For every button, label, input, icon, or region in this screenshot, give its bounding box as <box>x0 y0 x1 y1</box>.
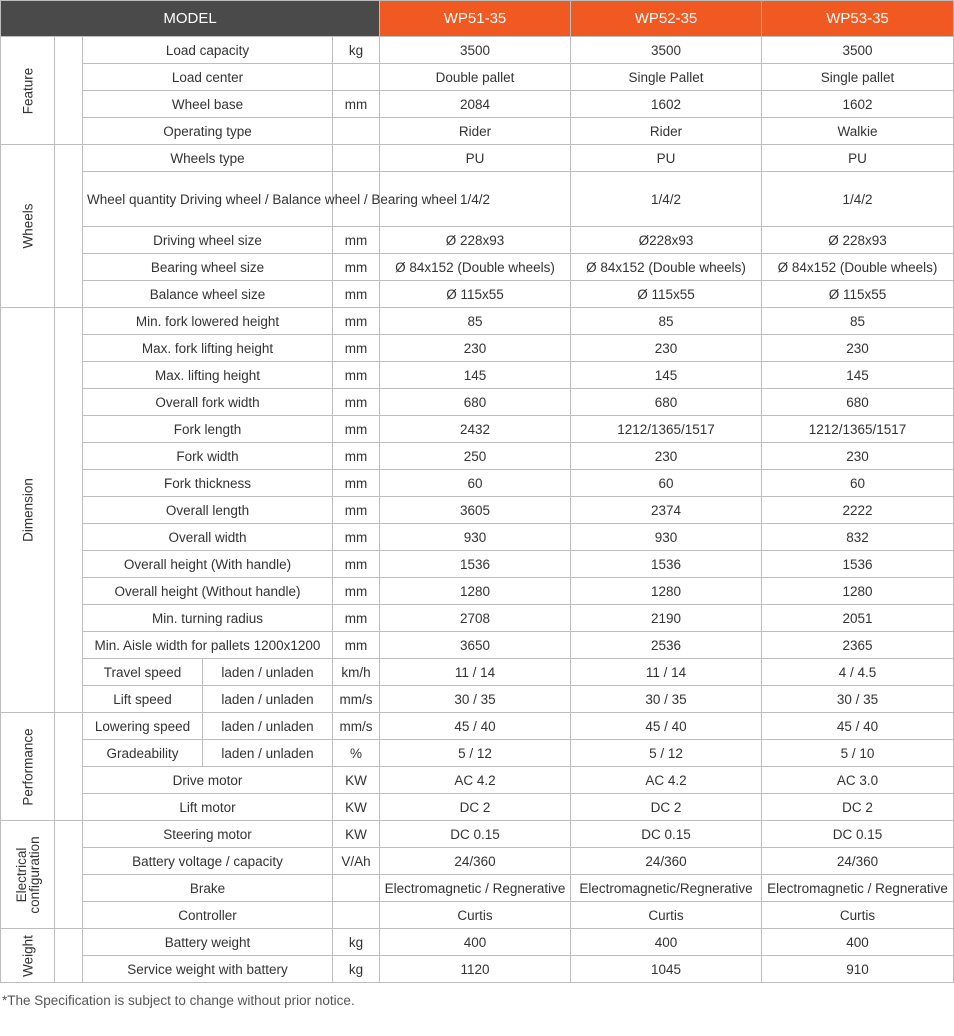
value-wp53: AC 3.0 <box>762 767 954 794</box>
value-wp52: Ø 84x152 (Double wheels) <box>571 254 762 281</box>
value-wp51: 2708 <box>380 605 571 632</box>
table-row <box>1 389 954 416</box>
value-wp51: Rider <box>380 118 571 145</box>
unit: kg <box>333 956 380 983</box>
table-row <box>1 821 954 848</box>
param-name: Max. lifting height <box>83 362 333 389</box>
value-wp52: Curtis <box>571 902 762 929</box>
group-label <box>15 836 41 913</box>
table-row <box>1 497 954 524</box>
param-name: Overall fork width <box>83 389 333 416</box>
value-wp52: Rider <box>571 118 762 145</box>
value-wp51: 45 / 40 <box>380 713 571 740</box>
value-wp51: 1536 <box>380 551 571 578</box>
param-name: Overall width <box>83 524 333 551</box>
table-row <box>1 605 954 632</box>
spacer-column <box>55 308 83 713</box>
param-name: Overall height (Without handle) <box>83 578 333 605</box>
value-wp53: 5 / 10 <box>762 740 954 767</box>
value-wp53: 85 <box>762 308 954 335</box>
value-wp53: 680 <box>762 389 954 416</box>
value-wp53: 2365 <box>762 632 954 659</box>
table-row <box>1 740 954 767</box>
unit: kg <box>333 929 380 956</box>
unit: mm <box>333 308 380 335</box>
value-wp51: 930 <box>380 524 571 551</box>
spacer-column <box>55 929 83 983</box>
value-wp51: 2084 <box>380 91 571 118</box>
value-wp52: 2374 <box>571 497 762 524</box>
value-wp53: 832 <box>762 524 954 551</box>
table-row <box>1 578 954 605</box>
param-name: Fork length <box>83 416 333 443</box>
value-wp51: Ø 228x93 <box>380 227 571 254</box>
value-wp53: 145 <box>762 362 954 389</box>
value-wp51: 85 <box>380 308 571 335</box>
value-wp53: 1212/1365/1517 <box>762 416 954 443</box>
value-wp53: 910 <box>762 956 954 983</box>
param-name: Lowering speed <box>83 713 203 740</box>
group-wheels <box>1 145 55 308</box>
param-name: Min. fork lowered height <box>83 308 333 335</box>
value-wp52: 1/4/2 <box>571 172 762 227</box>
unit: KW <box>333 821 380 848</box>
value-wp53: Ø 228x93 <box>762 227 954 254</box>
value-wp52: 3500 <box>571 37 762 64</box>
value-wp53: 24/360 <box>762 848 954 875</box>
value-wp51: DC 0.15 <box>380 821 571 848</box>
value-wp51: Curtis <box>380 902 571 929</box>
unit: mm <box>333 416 380 443</box>
value-wp53: Ø 84x152 (Double wheels) <box>762 254 954 281</box>
spacer-column <box>55 713 83 821</box>
spec-body <box>1 37 954 983</box>
value-wp53: 1280 <box>762 578 954 605</box>
param-name: Battery weight <box>83 929 333 956</box>
param-name: Service weight with battery <box>83 956 333 983</box>
value-wp53: DC 0.15 <box>762 821 954 848</box>
value-wp52: 680 <box>571 389 762 416</box>
value-wp51: 1120 <box>380 956 571 983</box>
group-label <box>21 67 34 114</box>
value-wp53: 3500 <box>762 37 954 64</box>
group-weight <box>1 929 55 983</box>
table-row <box>1 956 954 983</box>
value-wp52: 930 <box>571 524 762 551</box>
group-label-line: Electrical <box>13 847 29 902</box>
value-wp51: AC 4.2 <box>380 767 571 794</box>
table-row <box>1 659 954 686</box>
unit: % <box>333 740 380 767</box>
value-wp53: 30 / 35 <box>762 686 954 713</box>
unit: mm <box>333 497 380 524</box>
value-wp52: 400 <box>571 929 762 956</box>
unit: mm <box>333 335 380 362</box>
param-name: Fork width <box>83 443 333 470</box>
table-row <box>1 254 954 281</box>
value-wp53: PU <box>762 145 954 172</box>
value-wp53: 400 <box>762 929 954 956</box>
unit <box>333 64 380 91</box>
value-wp51: 3500 <box>380 37 571 64</box>
value-wp52: PU <box>571 145 762 172</box>
value-wp52: Electromagnetic/Regnerative <box>571 875 762 902</box>
footnote: *The Specification is subject to change without prior notice. <box>2 993 355 1008</box>
param-name: Gradeability <box>83 740 203 767</box>
table-row <box>1 470 954 497</box>
value-wp51: 400 <box>380 929 571 956</box>
value-wp53: 1/4/2 <box>762 172 954 227</box>
value-wp51: 5 / 12 <box>380 740 571 767</box>
unit: km/h <box>333 659 380 686</box>
value-wp51: Double pallet <box>380 64 571 91</box>
table-row <box>1 848 954 875</box>
value-wp51: 60 <box>380 470 571 497</box>
unit: mm <box>333 551 380 578</box>
value-wp52: 45 / 40 <box>571 713 762 740</box>
param-name: Wheel base <box>83 91 333 118</box>
value-wp52: 1536 <box>571 551 762 578</box>
param-name: Balance wheel size <box>83 281 333 308</box>
value-wp51: 230 <box>380 335 571 362</box>
unit: mm <box>333 524 380 551</box>
group-electrical-configuration <box>1 821 55 929</box>
group-label-line: Dimension <box>20 478 35 542</box>
unit: mm/s <box>333 686 380 713</box>
group-label <box>21 935 34 977</box>
table-row <box>1 172 954 227</box>
value-wp52: Ø 115x55 <box>571 281 762 308</box>
unit: mm <box>333 227 380 254</box>
value-wp52: 1045 <box>571 956 762 983</box>
value-wp52: 1602 <box>571 91 762 118</box>
param-name: Brake <box>83 875 333 902</box>
table-row <box>1 929 954 956</box>
param-name: Min. turning radius <box>83 605 333 632</box>
value-wp53: Electromagnetic / Regnerative <box>762 875 954 902</box>
unit <box>333 902 380 929</box>
param-condition: laden / unladen <box>203 740 333 767</box>
table-row <box>1 118 954 145</box>
table-row <box>1 686 954 713</box>
param-name: Bearing wheel size <box>83 254 333 281</box>
unit: kg <box>333 37 380 64</box>
param-name: Operating type <box>83 118 333 145</box>
value-wp52: DC 0.15 <box>571 821 762 848</box>
param-name: Battery voltage / capacity <box>83 848 333 875</box>
table-row <box>1 91 954 118</box>
model-wp53-header: WP53-35 <box>762 1 954 37</box>
param-name: Load capacity <box>83 37 333 64</box>
unit: KW <box>333 794 380 821</box>
value-wp52: 1280 <box>571 578 762 605</box>
value-wp52: DC 2 <box>571 794 762 821</box>
value-wp53: 230 <box>762 443 954 470</box>
table-row <box>1 767 954 794</box>
group-label <box>21 728 34 805</box>
group-feature <box>1 37 55 145</box>
table-row <box>1 227 954 254</box>
value-wp52: 24/360 <box>571 848 762 875</box>
unit: mm <box>333 254 380 281</box>
value-wp51: 2432 <box>380 416 571 443</box>
value-wp52: 85 <box>571 308 762 335</box>
group-dimension <box>1 308 55 713</box>
group-label-line: configuration <box>26 835 42 914</box>
param-name: Fork thickness <box>83 470 333 497</box>
param-name: Lift speed <box>83 686 203 713</box>
value-wp51: 24/360 <box>380 848 571 875</box>
param-name: Controller <box>83 902 333 929</box>
header-row <box>1 1 954 37</box>
unit: mm <box>333 578 380 605</box>
param-name: Overall length <box>83 497 333 524</box>
value-wp51: 1/4/2 <box>380 172 571 227</box>
value-wp52: Single Pallet <box>571 64 762 91</box>
spacer-column <box>55 37 83 145</box>
unit <box>333 145 380 172</box>
value-wp52: 60 <box>571 470 762 497</box>
value-wp51: 680 <box>380 389 571 416</box>
table-row <box>1 281 954 308</box>
group-label-line: Feature <box>20 67 35 114</box>
unit: mm/s <box>333 713 380 740</box>
param-name: Driving wheel size <box>83 227 333 254</box>
value-wp51: 30 / 35 <box>380 686 571 713</box>
table-row <box>1 308 954 335</box>
value-wp52: 230 <box>571 443 762 470</box>
value-wp52: AC 4.2 <box>571 767 762 794</box>
value-wp52: 2536 <box>571 632 762 659</box>
table-row <box>1 794 954 821</box>
group-performance <box>1 713 55 821</box>
table-row <box>1 362 954 389</box>
table-row <box>1 416 954 443</box>
unit: mm <box>333 605 380 632</box>
value-wp52: 5 / 12 <box>571 740 762 767</box>
value-wp53: 230 <box>762 335 954 362</box>
unit: mm <box>333 443 380 470</box>
value-wp52: 11 / 14 <box>571 659 762 686</box>
value-wp51: 3605 <box>380 497 571 524</box>
value-wp52: 230 <box>571 335 762 362</box>
group-label <box>21 203 34 248</box>
model-wp51-header: WP51-35 <box>380 1 571 37</box>
table-row <box>1 632 954 659</box>
param-condition: laden / unladen <box>203 686 333 713</box>
value-wp52: 2190 <box>571 605 762 632</box>
model-wp52-header: WP52-35 <box>571 1 762 37</box>
table-row <box>1 902 954 929</box>
param-condition: laden / unladen <box>203 713 333 740</box>
group-label <box>21 478 34 542</box>
unit: mm <box>333 470 380 497</box>
param-name: Wheels type <box>83 145 333 172</box>
value-wp53: DC 2 <box>762 794 954 821</box>
group-label-line: Weight <box>20 934 35 977</box>
value-wp51: Electromagnetic / Regnerative <box>380 875 571 902</box>
value-wp51: Ø 115x55 <box>380 281 571 308</box>
param-name: Steering motor <box>83 821 333 848</box>
param-name: Drive motor <box>83 767 333 794</box>
param-condition: laden / unladen <box>203 659 333 686</box>
value-wp53: 45 / 40 <box>762 713 954 740</box>
table-row <box>1 335 954 362</box>
table-row <box>1 524 954 551</box>
table-row <box>1 64 954 91</box>
value-wp51: PU <box>380 145 571 172</box>
unit <box>333 875 380 902</box>
value-wp52: 145 <box>571 362 762 389</box>
value-wp53: 4 / 4.5 <box>762 659 954 686</box>
value-wp51: Ø 84x152 (Double wheels) <box>380 254 571 281</box>
value-wp51: DC 2 <box>380 794 571 821</box>
unit: KW <box>333 767 380 794</box>
param-name: Max. fork lifting height <box>83 335 333 362</box>
value-wp53: 2051 <box>762 605 954 632</box>
table-row <box>1 875 954 902</box>
param-name: Load center <box>83 64 333 91</box>
unit: mm <box>333 632 380 659</box>
param-name: Min. Aisle width for pallets 1200x1200 <box>83 632 333 659</box>
unit: mm <box>333 362 380 389</box>
value-wp51: 145 <box>380 362 571 389</box>
unit: mm <box>333 91 380 118</box>
group-label-line: Wheels <box>20 203 35 249</box>
table-row <box>1 551 954 578</box>
param-name: Wheel quantity Driving wheel / Balance wheel / Bearing wheel <box>83 172 333 227</box>
value-wp51: 3650 <box>380 632 571 659</box>
unit: V/Ah <box>333 848 380 875</box>
value-wp51: 250 <box>380 443 571 470</box>
unit: mm <box>333 389 380 416</box>
group-label-line: Performance <box>20 727 35 806</box>
value-wp53: 2222 <box>762 497 954 524</box>
table-row <box>1 713 954 740</box>
table-row <box>1 443 954 470</box>
value-wp53: 60 <box>762 470 954 497</box>
table-row <box>1 145 954 172</box>
value-wp51: 11 / 14 <box>380 659 571 686</box>
value-wp53: 1602 <box>762 91 954 118</box>
value-wp53: Curtis <box>762 902 954 929</box>
model-header: MODEL <box>1 1 380 37</box>
table-row <box>1 37 954 64</box>
param-name: Overall height (With handle) <box>83 551 333 578</box>
value-wp53: 1536 <box>762 551 954 578</box>
value-wp53: Single pallet <box>762 64 954 91</box>
spacer-column <box>55 821 83 929</box>
param-name: Travel speed <box>83 659 203 686</box>
value-wp52: Ø228x93 <box>571 227 762 254</box>
unit <box>333 118 380 145</box>
value-wp53: Walkie <box>762 118 954 145</box>
value-wp52: 30 / 35 <box>571 686 762 713</box>
spacer-column <box>55 145 83 308</box>
param-name: Lift motor <box>83 794 333 821</box>
value-wp51: 1280 <box>380 578 571 605</box>
value-wp52: 1212/1365/1517 <box>571 416 762 443</box>
unit: mm <box>333 281 380 308</box>
value-wp53: Ø 115x55 <box>762 281 954 308</box>
